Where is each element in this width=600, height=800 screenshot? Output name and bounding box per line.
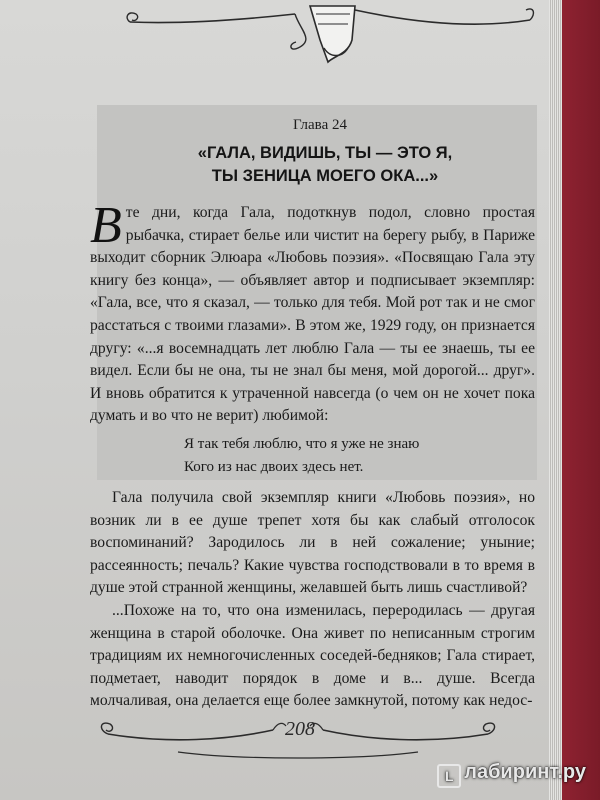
watermark-text: лабиринт.ру [464,761,586,783]
main-text [90,487,535,713]
poem-line: Кого из нас двоих здесь нет. [184,459,364,475]
intro-text: те дни, когда Гала, подоткнув подол, словно простая рыбачка, стирает белье или чистит на берегу рыбу, в Париже выходит сборник Элюара «Любовь поэзия». «Посвящаю Гала эту книгу без конца», — объявляет автор и подписывает экземпляр: «Гала, все, что я сказал, — только для тебя. Мой рот так и не смог расстаться с твоими глазами». В этом же, 1929 году, он признается другу: «...я восемнадцать лет люблю Гала — ты ее знаешь, ты ее видел. Если бы не она, ты не знал бы меня, мой дорогой... друг». И вновь обратится к утраченной навсегда (о чем он не хочет пока думать и во что не верит) любимой: [90,204,535,425]
paragraph: Гала получила свой экземпляр книги «Любовь поэзия», но возник ли в ее душе трепет хотя бы как слабый отголосок воспоминаний? Зародилось ли в ней сожаление; уныние; рассеянность; печаль? Какие чувства господствовали в то время в душе этой странной женщины, желавшей быть лишь счастливой? [90,489,535,597]
page-edge [549,0,562,800]
chapter-title-line: «ГАЛА, ВИДИШЬ, ТЫ — ЭТО Я, [197,144,453,162]
intro-paragraph [90,197,535,428]
chapter-label: Глава 24 [293,117,347,133]
chapter-title-line: ТЫ ЗЕНИЦА МОЕГО ОКА...» [211,167,439,185]
poem-quote [184,433,419,479]
top-ornament-icon [120,0,540,70]
labyrinth-logo-icon: L [437,764,461,788]
poem-line: Я так тебя люблю, что я уже не знаю [184,436,420,452]
paragraph: ...Похоже на то, что она изменилась, переродилась — другая женщина в старой оболочке. Она живет по неписанным строгим традициям их немногочисленных соседей-бедняков; Гала стирает, подметает, наводит порядок в доме и в... душе. Всегда молчаливая, она делается еще более замкнутой, потому как недос- [90,601,535,710]
chapter-title [130,142,520,188]
page-number: 208 [285,718,315,740]
drop-cap: В [90,197,122,254]
watermark [437,761,586,788]
